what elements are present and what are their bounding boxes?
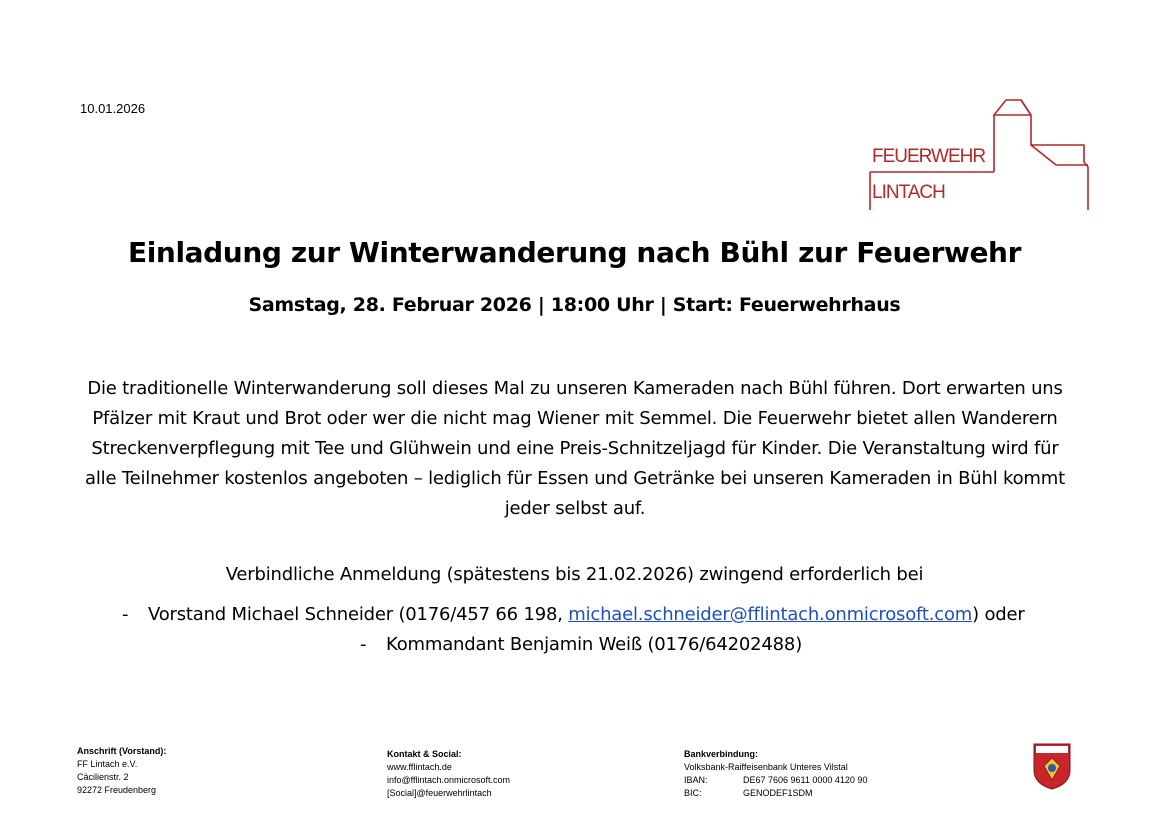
contact-text: Vorstand Michael Schneider (0176/457 66 198,: [148, 604, 569, 625]
footer-email: info@fflintach.onmicrosoft.com: [387, 775, 511, 785]
invitation-paragraph: Die traditionelle Winterwanderung soll dieses Mal zu unseren Kameraden nach Bühl führen. Dort erwarten uns Pfälzer mit Kraut und Brot oder wer die nicht mag Wiener mit Semmel. Die Feuerwehr bietet allen Wanderern Streckenverpflegung mit Tee und Glühwein und eine Preis-Schnitzeljagd für Kinder. Die Veranstaltung wird für alle Teilnehmer kostenlos angeboten – lediglich für Essen und Getränke bei unseren Kameraden in Bühl kommt jeder selbst auf.: [85, 378, 1065, 519]
contact-item-kommandant: [360, 634, 802, 655]
list-bullet: -: [122, 604, 129, 625]
email-link[interactable]: michael.schneider@fflintach.onmicrosoft.com: [568, 604, 973, 625]
contact-text-suffix: ) oder: [972, 604, 1025, 625]
bic-label: BIC:: [684, 788, 702, 798]
contact-text: Kommandant Benjamin Weiß (0176/64202488): [386, 634, 803, 655]
footer-address: [77, 745, 166, 797]
footer-social: [Social]@feuerwehrlintach: [387, 788, 492, 798]
footer-bank: [684, 748, 867, 800]
iban-value: DE67 7606 9611 0000 4120 90: [743, 775, 868, 785]
event-details: Samstag, 28. Februar 2026 | 18:00 Uhr | Start: Feuerwehrhaus: [248, 294, 901, 316]
fire-brigade-crest-icon: [1032, 740, 1072, 790]
footer-website: www.fflintach.de: [387, 762, 452, 772]
footer-bank-heading: Bankverbindung:: [684, 749, 759, 759]
footer-address-heading: Anschrift (Vorstand):: [77, 746, 167, 756]
registration-notice: Verbindliche Anmeldung (spätestens bis 21.02.2026) zwingend erforderlich bei: [225, 564, 924, 585]
contact-item-vorstand: [122, 604, 1025, 625]
footer-address-line: Cäcilienstr. 2: [77, 772, 129, 782]
iban-label: IBAN:: [684, 775, 708, 785]
list-bullet: -: [360, 634, 367, 655]
footer-bank-name: Volksbank-Raiffeisenbank Unteres Vilstal: [684, 762, 848, 772]
footer-contact: [387, 748, 510, 800]
letter-date: 10.01.2026: [80, 101, 146, 116]
footer-bic-row: [684, 787, 867, 800]
footer-iban-row: [684, 774, 867, 787]
feuerwehr-lintach-logo: [866, 97, 1091, 215]
logo-text-lintach: LINTACH: [872, 182, 945, 203]
footer-address-line: FF Lintach e.V.: [77, 759, 138, 769]
footer-contact-heading: Kontakt & Social:: [387, 749, 462, 759]
bic-value: GENODEF1SDM: [743, 788, 813, 798]
footer-address-line: 92272 Freudenberg: [77, 785, 157, 795]
page-title: Einladung zur Winterwanderung nach Bühl zur Feuerwehr: [128, 236, 1021, 269]
logo-text-feuerwehr: FEUERWEHR: [872, 146, 986, 167]
